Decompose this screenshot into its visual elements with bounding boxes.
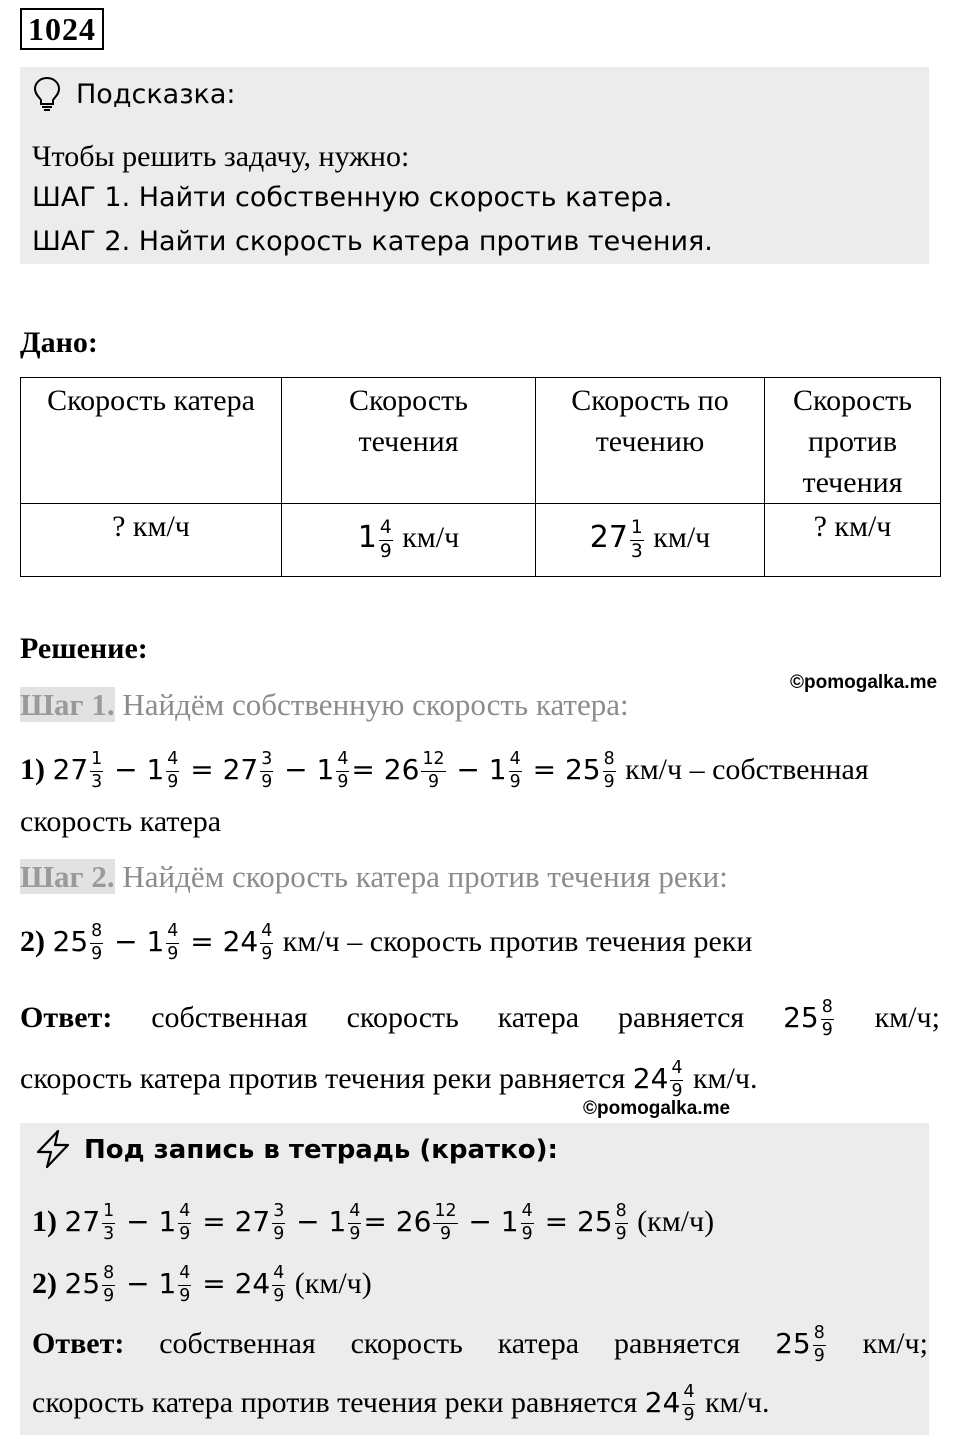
notes-title: Под запись в тетрадь (кратко): xyxy=(84,1135,558,1165)
value-boat-speed: ? км/ч xyxy=(21,504,282,577)
task-number: 1024 xyxy=(20,8,104,50)
header-downstream-speed: Скорость по течению xyxy=(536,378,765,504)
lightning-icon xyxy=(32,1128,74,1175)
given-table xyxy=(20,377,941,577)
solution-line-2: 2) 25 $\frac{8}{9}$ − 1 $\frac{4}{9}$ = 24 $\frac{4}{9}$ км/ч – скорость против течения реки xyxy=(20,921,753,964)
watermark: ©pomogalka.me xyxy=(790,672,938,693)
step-1-heading: Шаг 1. Найдём собственную скорость катера: xyxy=(20,687,629,722)
lightbulb-icon xyxy=(32,76,62,117)
table-header-row xyxy=(21,378,941,504)
notes-answer-line-2: скорость катера против течения реки равняется 24 $\frac{4}{9}$ км/ч. xyxy=(32,1382,770,1425)
solution-line-1: 1) 27 $\frac{1}{3}$ − 1 $\frac{4}{9}$ = 27 $\frac{3}{9}$ − 1 $\frac{4}{9}$ = 26 $\frac{12}{9}$ − 1 $\frac{4}{9}$ = 25 $\frac{8}{9}$ км/ч – собственная xyxy=(20,749,869,792)
value-downstream-speed: 27 $\frac{1}{3}$ км/ч xyxy=(536,504,765,577)
hint-intro: Чтобы решить задачу, нужно: xyxy=(32,140,410,173)
step-2-heading: Шаг 2. Найдём скорость катера против течения реки: xyxy=(20,859,728,894)
header-boat-speed: Скорость катера xyxy=(21,378,282,504)
header-upstream-speed: Скорость против течения xyxy=(765,378,941,504)
answer-line-1: Ответ: собственная скорость катера равняется 25 $\frac{8}{9}$ км/ч; xyxy=(20,997,940,1040)
watermark-2: ©pomogalka.me xyxy=(583,1098,731,1119)
notes-line-2: 2) 25 $\frac{8}{9}$ − 1 $\frac{4}{9}$ = 24 $\frac{4}{9}$ (км/ч) xyxy=(32,1263,372,1306)
notes-answer-line-1: Ответ: собственная скорость катера равняется 25 $\frac{8}{9}$ км/ч; xyxy=(32,1323,928,1366)
solution-line-1-cont: скорость катера xyxy=(20,805,222,838)
given-label: Дано: xyxy=(20,326,98,359)
hint-step-2: ШАГ 2. Найти скорость катера против течения. xyxy=(32,226,713,257)
table-values-row xyxy=(21,504,941,577)
value-current-speed: 1 $\frac{4}{9}$ км/ч xyxy=(282,504,536,577)
value-upstream-speed: ? км/ч xyxy=(765,504,941,577)
header-current-speed: Скорость течения xyxy=(282,378,536,504)
hint-title: Подсказка: xyxy=(76,79,236,110)
notes-line-1: 1) 27 $\frac{1}{3}$ − 1 $\frac{4}{9}$ = 27 $\frac{3}{9}$ − 1 $\frac{4}{9}$ = 26 $\frac{12}{9}$ − 1 $\frac{4}{9}$ = 25 $\frac{8}{9}$ (км/ч) xyxy=(32,1201,715,1244)
solution-label: Решение: xyxy=(20,632,148,665)
hint-step-1: ШАГ 1. Найти собственную скорость катера. xyxy=(32,182,673,213)
answer-line-2: скорость катера против течения реки равняется 24 $\frac{4}{9}$ км/ч. xyxy=(20,1058,758,1101)
